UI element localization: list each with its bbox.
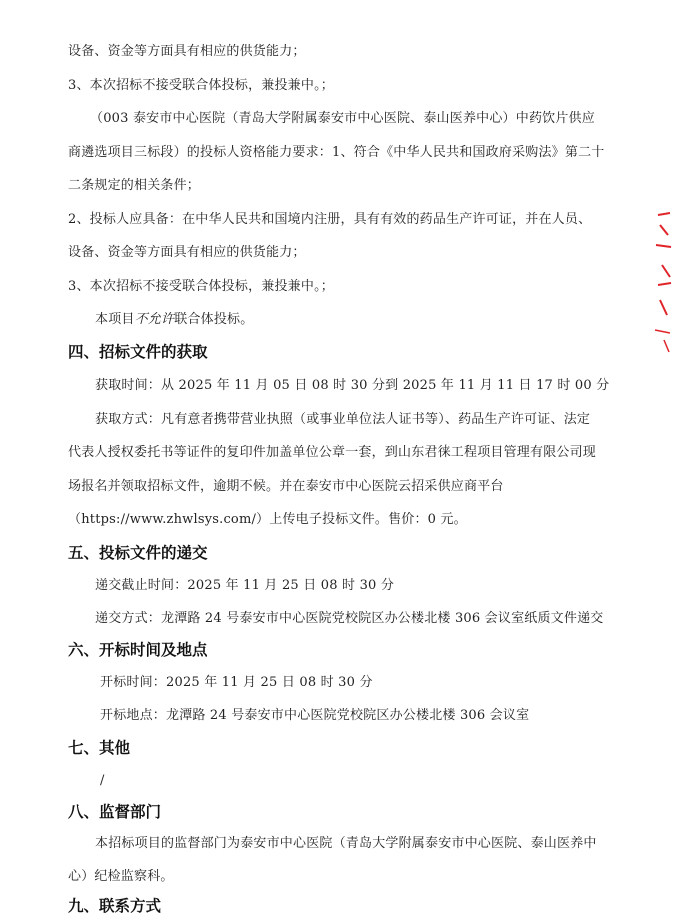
section-heading-9: 九、联系方式 [68,897,162,915]
obtain-time: 获取时间：从 2025 年 11 月 05 日 08 时 30 分到 2025 年 11 月 11 日 17 时 00 分 [95,378,610,393]
joint-prefix: 本项目 [95,312,135,327]
section-heading-8: 八、监督部门 [68,803,162,821]
supervision-text: 心）纪检监察科。 [68,869,174,884]
text-line: 二条规定的相关条件； [68,178,201,193]
text-line: （003 泰安市中心医院（青岛大学附属泰安市中心医院、泰山医养中心）中药饮片供应 [90,111,595,126]
section-heading-7: 七、其他 [68,739,131,757]
supervision-text: 本招标项目的监督部门为泰安市中心医院（青岛大学附属泰安市中心医院、泰山医养中 [95,836,597,851]
text-line: 3、本次招标不接受联合体投标，兼投兼中。； [68,78,334,93]
text-line: 设备、资金等方面具有相应的供货能力； [68,245,306,260]
section-heading-4: 四、招标文件的获取 [68,343,208,361]
joint-italic: 不允许 [134,312,175,327]
text-line: 2、投标人应具备：在中华人民共和国境内注册，具有有效的药品生产许可证，并在人员、 [68,212,592,227]
red-stamp-fragment [640,205,673,355]
joint-bid-note [95,312,253,328]
submit-deadline: 递交截止时间：2025 年 11 月 25 日 08 时 30 分 [95,578,395,593]
text-line: 3、本次招标不接受联合体投标，兼投兼中。； [68,279,334,294]
section-heading-6: 六、开标时间及地点 [68,641,208,659]
submit-place: 递交方式：龙潭路 24 号泰安市中心医院党校院区办公楼北楼 306 会议室纸质文件递交 [95,611,604,626]
other-content: / [100,773,105,788]
opening-time: 开标时间：2025 年 11 月 25 日 08 时 30 分 [100,675,373,690]
text-line: 设备、资金等方面具有相应的供货能力； [68,44,306,59]
obtain-method: 获取方式：凡有意者携带营业执照（或事业单位法人证书等）、药品生产许可证、法定 [95,412,591,427]
obtain-method: 代表人授权委托书等证件的复印件加盖单位公章一套，到山东君徕工程项目管理有限公司现 [68,445,597,460]
section-heading-5: 五、投标文件的递交 [68,544,208,562]
opening-place: 开标地点：龙潭路 24 号泰安市中心医院党校院区办公楼北楼 306 会议室 [100,708,530,723]
joint-suffix: 联合体投标。 [174,312,254,327]
obtain-method-url: （https://www.zhwlsys.com/）上传电子投标文件。售价：0 元。 [68,512,467,527]
obtain-method: 场报名并领取招标文件，逾期不候。并在泰安市中心医院云招采供应商平台 [68,479,504,494]
text-line: 商遴选项目三标段）的投标人资格能力要求：1、符合《中华人民共和国政府采购法》第二十 [68,145,605,160]
